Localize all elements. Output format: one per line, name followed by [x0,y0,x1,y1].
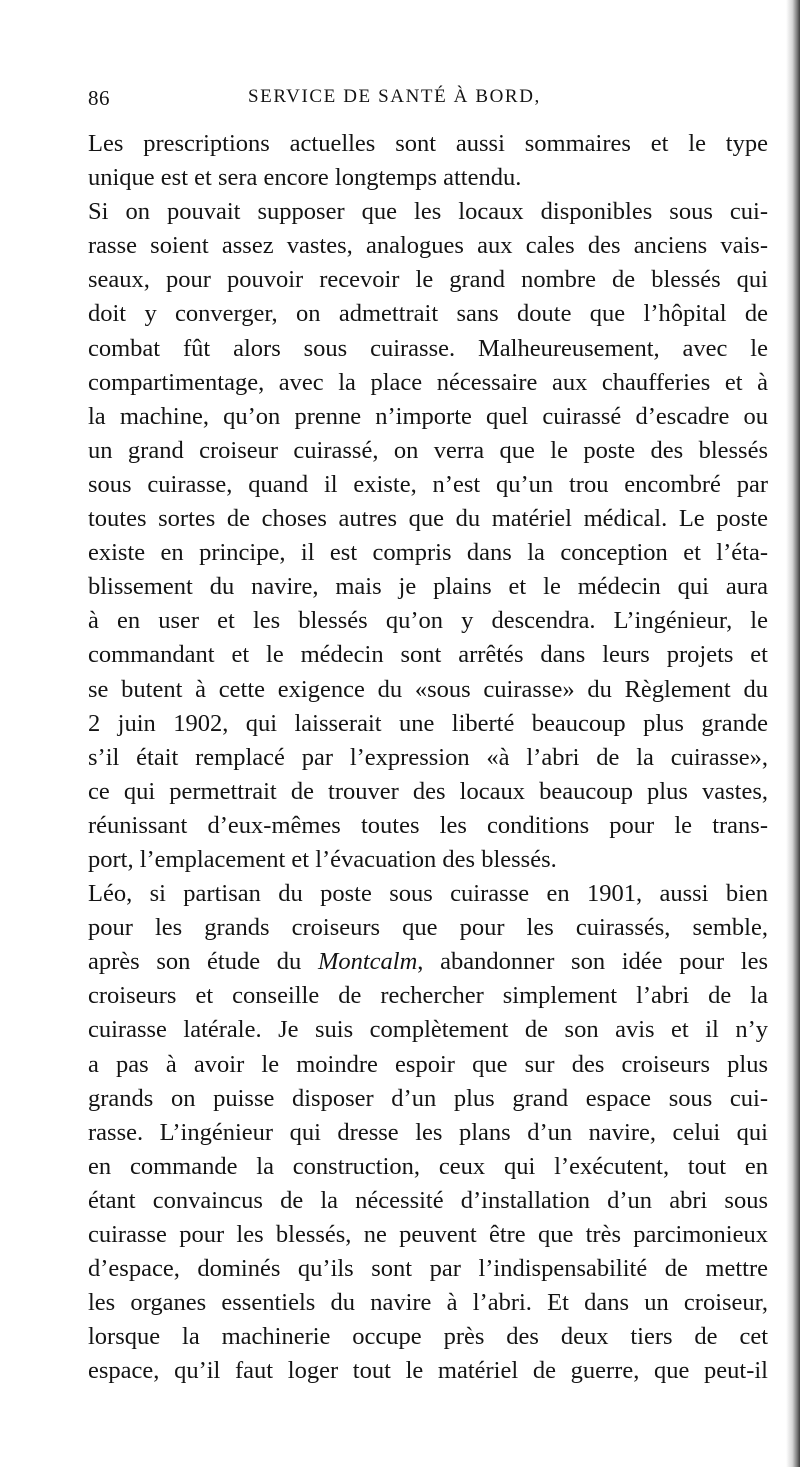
running-title: SERVICE DE SANTÉ À BORD, [248,86,541,107]
text-line: Léo, si partisan du poste sous cuirasse en 1901, aussi bien [88,880,768,908]
text-line-with-ship-name [88,945,768,979]
page-gutter-shadow [786,0,800,1467]
text-line: grands on puisse disposer d’un plus grand espace sous cui- [88,1084,768,1112]
ship-name: Montcalm [317,948,418,976]
text-line: se butent à cette exigence du «sous cuirasse» du Règlement du [88,675,768,703]
text-line: s’il était remplacé par l’expression «à l’abri de la cuirasse», [88,743,768,771]
text-line: espace, qu’il faut loger tout le matériel de guerre, que peut-il [88,1357,768,1385]
text-line: les organes essentiels du navire à l’abri. Et dans un croiseur, [88,1289,768,1317]
text-line: doit y converger, on admettrait sans doute que l’hôpital de [88,300,768,328]
text-line: étant convaincus de la nécessité d’installation d’un abri sous [88,1186,768,1214]
text-line: commandant et le médecin sont arrêtés dans leurs projets et [88,641,768,669]
text-line: cuirasse pour les blessés, ne peuvent être que très parcimonieux [88,1221,768,1248]
text-line: cuirasse latérale. Je suis complètement de son avis et il n’y [88,1016,768,1044]
text-line: sous cuirasse, quand il existe, n’est qu’un trou encombré par [88,470,768,498]
page-number: 86 [88,86,110,110]
text-line: blissement du navire, mais je plains et le médecin qui aura [88,573,768,601]
text-line: la machine, qu’on prenne n’importe quel cuirassé d’escadre ou [88,402,768,430]
text-line: unique est et sera encore longtemps attendu. [88,164,522,192]
text-line: en commande la construction, ceux qui l’exécutent, tout en [88,1152,768,1180]
text-line: rasse soient assez vastes, analogues aux cales des anciens vais- [88,232,768,260]
text-line: port, l’emplacement et l’évacuation des blessés. [88,845,557,873]
text-line: seaux, pour pouvoir recevoir le grand nombre de blessés qui [88,266,768,294]
text-line: Les prescriptions actuelles sont aussi sommaires et le type [88,130,768,157]
text-fragment: , abandonner son idée pour les [417,948,768,976]
text-line: compartimentage, avec la place nécessaire aux chaufferies et à [88,368,768,396]
text-line: toutes sortes de choses autres que du matériel médical. Le poste [88,505,768,533]
text-line: un grand croiseur cuirassé, on verra que le poste des blessés [88,436,768,464]
text-line: Si on pouvait supposer que les locaux disponibles sous cui- [88,198,768,226]
running-header [88,86,768,116]
text-line: lorsque la machinerie occupe près des deux tiers de cet [88,1323,768,1351]
text-line: rasse. L’ingénieur qui dresse les plans d’un navire, celui qui [88,1118,768,1146]
paragraph-3 [88,877,768,1388]
body-text [88,127,768,1388]
paragraph-2 [88,195,768,877]
text-line: croiseurs et conseille de rechercher simplement l’abri de la [88,982,768,1010]
text-line: réunissant d’eux-mêmes toutes les conditions pour le trans- [88,811,768,839]
text-line: d’espace, dominés qu’ils sont par l’indispensabilité de mettre [88,1255,768,1283]
text-line: 2 juin 1902, qui laisserait une liberté beaucoup plus grande [88,709,768,737]
text-line: existe en principe, il est compris dans la conception et l’éta- [88,539,768,567]
text-line: a pas à avoir le moindre espoir que sur des croiseurs plus [88,1050,768,1078]
text-line: pour les grands croiseurs que pour les cuirassés, semble, [88,914,768,942]
text-line: à en user et les blessés qu’on y descendra. L’ingénieur, le [88,607,768,635]
text-line: ce qui permettrait de trouver des locaux beaucoup plus vastes, [88,777,768,805]
paragraph-1 [88,127,768,195]
text-fragment: après son étude du [88,948,318,976]
text-line: combat fût alors sous cuirasse. Malheureusement, avec le [88,334,768,362]
